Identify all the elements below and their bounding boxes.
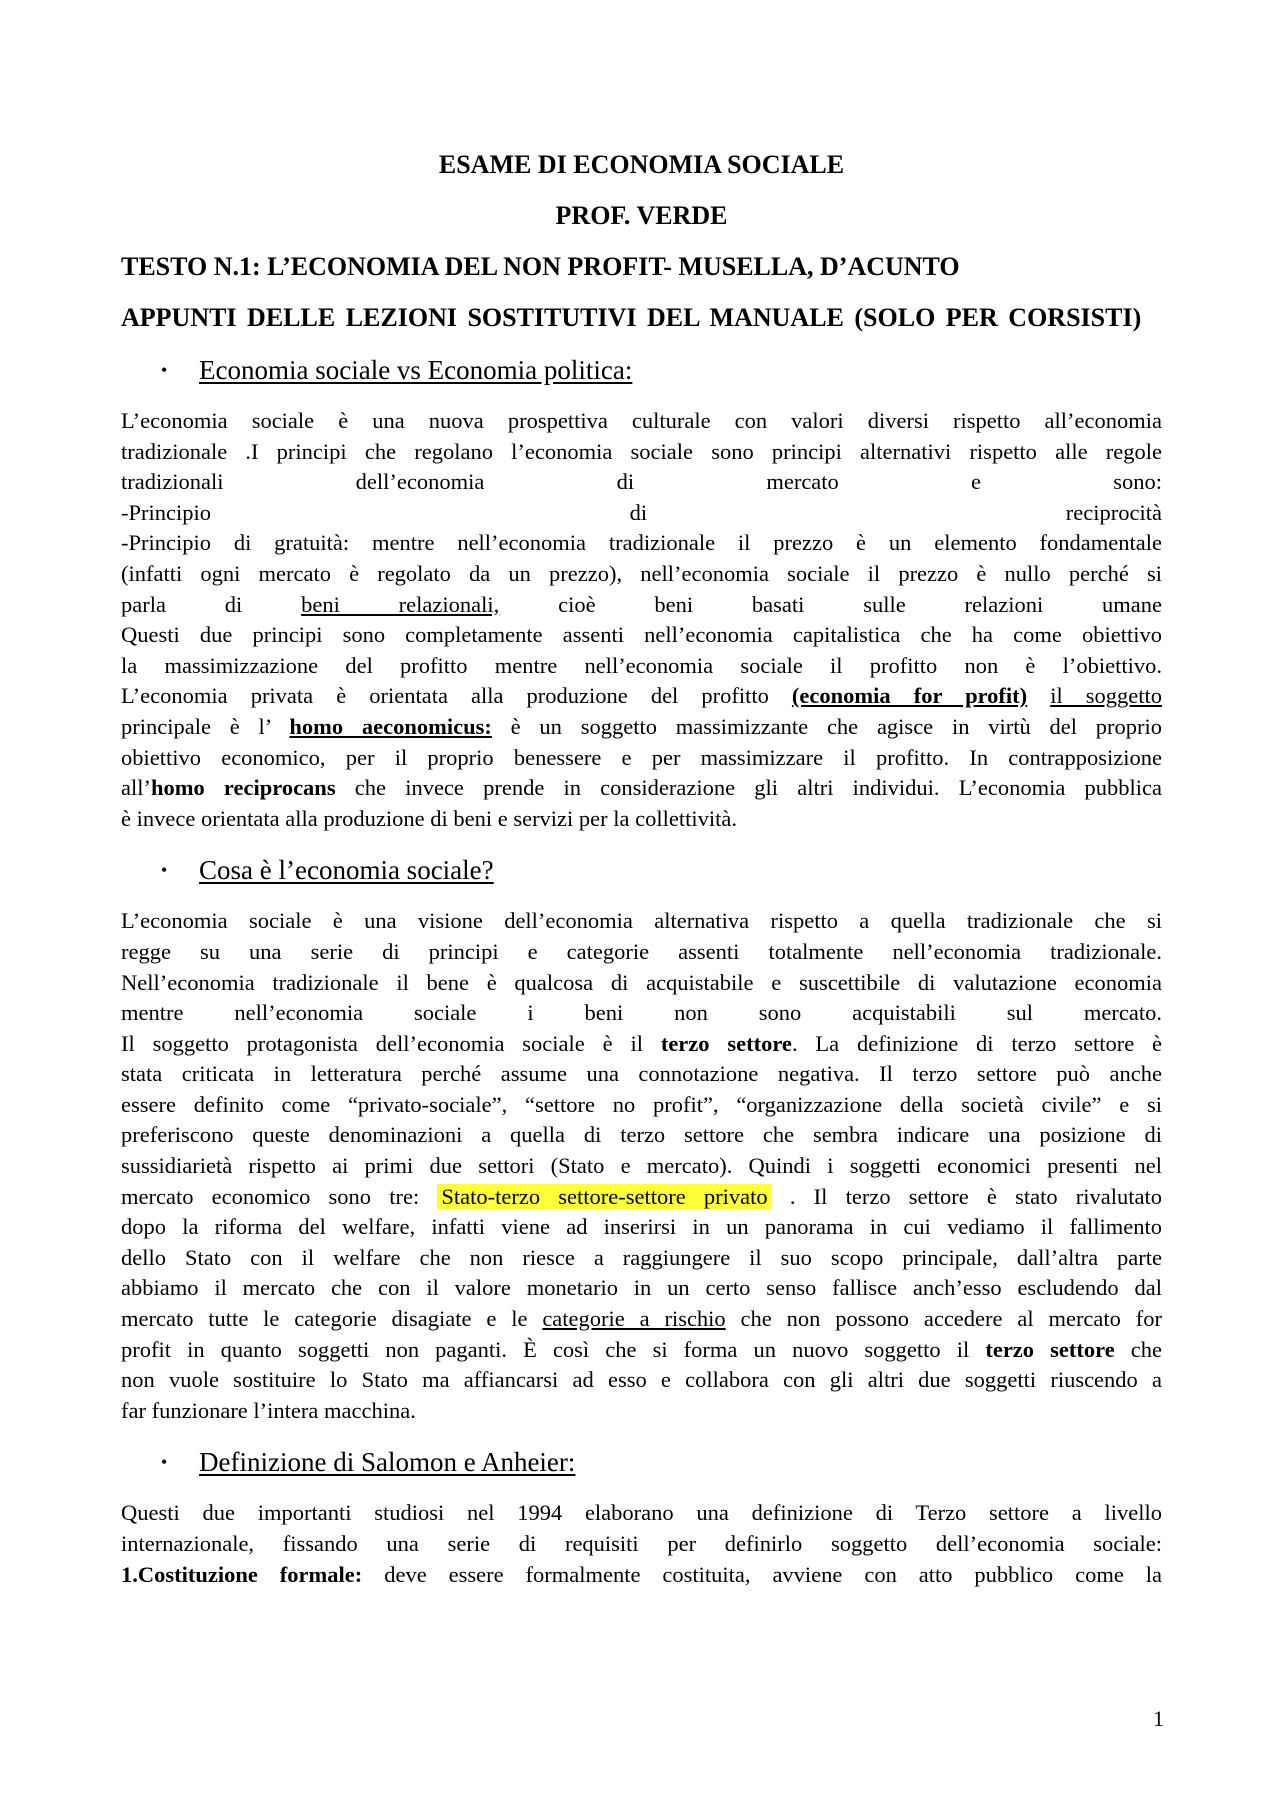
text-line: obiettivo economico, per il proprio benessere e per massimizzare il profitto. In contrapposizione <box>121 744 1162 770</box>
text-fragment: profit in quanto soggetti non paganti. È così che si forma un nuovo soggetto il <box>121 1336 970 1362</box>
text-line: mentre nell’economia sociale i beni non sono acquistabili sul mercato. <box>121 1000 1162 1026</box>
text-fragment: . Il terzo settore è stato rivalutato <box>789 1183 1162 1209</box>
terzo-settore-term: terzo settore <box>660 1030 792 1056</box>
text-line: abbiamo il mercato che con il valore monetario in un certo senso fallisce anch’esso escludendo dal <box>121 1275 1162 1301</box>
document-title: ESAME DI ECONOMIA SOCIALE <box>438 150 845 179</box>
text-fragment: mercato tutte le categorie disagiate e le <box>121 1306 528 1332</box>
text-line <box>121 1182 1162 1213</box>
text-fragment: è un soggetto massimizzante che agisce in virtù del proprio <box>510 713 1162 739</box>
bullet-icon: • <box>161 360 168 380</box>
text-fragment: parla di <box>121 591 243 617</box>
text-line <box>121 712 1162 743</box>
text-line: dello Stato con il welfare che non riesce a raggiungere il suo scopo principale, dall’altra parte <box>121 1244 1162 1270</box>
text-line: L’economia sociale è una nuova prospettiva culturale con valori diversi rispetto all’economia <box>121 408 1162 433</box>
paragraph-section-3 <box>121 1498 1162 1590</box>
text-line: non vuole sostituire lo Stato ma affiancarsi ad esso e collabora con gli altri due soggetti riuscendo a <box>121 1367 1162 1393</box>
text-line <box>121 773 1162 804</box>
text-line: dopo la riforma del welfare, infatti viene ad inserirsi in un panorama in cui vediamo il fallimento <box>121 1214 1162 1240</box>
text-line: Questi due principi sono completamente assenti nell’economia capitalistica che ha come obiettivo <box>121 622 1162 648</box>
text-line: tradizionale .I principi che regolano l’economia sociale sono principi alternativi rispetto alle regole <box>121 438 1162 464</box>
text-line: Questi due importanti studiosi nel 1994 elaborano una definizione di Terzo settore a livello <box>121 1500 1162 1526</box>
paragraph-section-2 <box>121 906 1162 1426</box>
text-fragment: mercato economico sono tre: <box>121 1183 420 1209</box>
text-line: tradizionali dell’economia di mercato e sono: <box>121 469 1162 495</box>
section-heading-text: Cosa è l’economia sociale? <box>199 855 494 886</box>
text-line: (infatti ogni mercato è regolato da un prezzo), nell’economia sociale il prezzo è nullo perché si <box>121 560 1162 586</box>
highlighted-three-sectors: Stato-terzo settore-settore privato <box>437 1184 771 1209</box>
text-line: L’economia sociale è una visione dell’economia alternativa rispetto a quella tradizionale che si <box>121 908 1162 934</box>
text-fragment: deve essere formalmente costituita, avviene con atto pubblico come la <box>384 1561 1163 1587</box>
text-fragment: il soggetto <box>1050 683 1163 709</box>
homo-reciprocans-term: homo reciprocans <box>150 775 336 801</box>
text-line: preferiscono queste denominazioni a quella di terzo settore che sembra indicare una posizione di <box>121 1122 1162 1148</box>
text-fragment: L’economia privata è orientata alla produzione del profitto <box>121 683 769 709</box>
text-line: sussidiarietà rispetto ai primi due settori (Stato e mercato). Quindi i soggetti economici presenti nel <box>121 1153 1162 1179</box>
text-line: essere definito come “privato-sociale”, “settore no profit”, “organizzazione della società civile” e si <box>121 1091 1162 1117</box>
text-line: internazionale, fissando una serie di requisiti per definirlo soggetto dell’economia sociale: <box>121 1531 1162 1556</box>
text-fragment: che invece prende in considerazione gli altri individui. L’economia pubblica <box>354 775 1163 801</box>
text-line <box>121 1304 1162 1335</box>
text-line: Nell’economia tradizionale il bene è qualcosa di acquistabile e suscettibile di valutazione economia <box>121 969 1162 995</box>
section-heading-salomon-anheier <box>121 1444 1162 1480</box>
section-heading-cosa-e-economia-sociale <box>121 852 1162 888</box>
text-line: -Principio di reciprocità <box>121 499 1162 525</box>
categorie-a-rischio-term: categorie a rischio <box>542 1306 726 1332</box>
costituzione-formale-term: 1.Costituzione formale: <box>121 1561 363 1587</box>
text-line <box>121 1560 1162 1591</box>
text-line: stata criticata in letteratura perché assume una connotazione negativa. Il terzo settore può anche <box>121 1061 1162 1087</box>
text-fragment: principale è l’ <box>121 713 271 739</box>
text-fragment: che <box>1130 1336 1163 1362</box>
text-fragment: Il soggetto protagonista dell’economia sociale è il <box>121 1030 643 1056</box>
text-line <box>121 681 1162 712</box>
terzo-settore-term: terzo settore <box>985 1336 1115 1362</box>
text-line: regge su una serie di principi e categorie assenti totalmente nell’economia tradizionale. <box>121 938 1162 964</box>
text-line: la massimizzazione del profitto mentre nell’economia sociale il profitto non è l’obiettivo. <box>121 652 1162 678</box>
text-line <box>121 1335 1162 1366</box>
text-fragment: cioè beni basati sulle relazioni umane <box>558 591 1163 617</box>
section-heading-text: Definizione di Salomon e Anheier: <box>199 1447 576 1478</box>
bullet-icon: • <box>161 860 168 881</box>
professor-name: PROF. VERDE <box>555 201 728 230</box>
page-number: 1 <box>1153 1706 1164 1731</box>
section-heading-economia-sociale-vs-politica <box>121 352 1162 388</box>
text-line: è invece orientata alla produzione di beni e servizi per la collettività. <box>121 805 737 831</box>
homo-aeconomicus-term: homo aeconomicus: <box>289 713 492 739</box>
text-line <box>121 590 1162 621</box>
text-fragment: all’ <box>121 775 151 801</box>
bullet-icon: • <box>161 1452 168 1473</box>
page-content <box>121 148 1162 1608</box>
beni-relazionali-term: beni relazionali, <box>301 591 500 617</box>
text-title: TESTO N.1: L’ECONOMIA DEL NON PROFIT- MUSELLA, D’ACUNTO <box>121 252 960 281</box>
text-fragment: che non possono accedere al mercato for <box>740 1306 1162 1332</box>
section-heading-text: Economia sociale vs Economia politica: <box>199 355 633 385</box>
text-line: -Principio di gratuità: mentre nell’economia tradizionale il prezzo è un elemento fondamentale <box>121 530 1162 556</box>
economia-for-profit-term: (economia for profit) <box>791 683 1028 709</box>
paragraph-section-1 <box>121 406 1162 834</box>
text-fragment: . La definizione di terzo settore è <box>791 1030 1163 1056</box>
notes-title: APPUNTI DELLE LEZIONI SOSTITUTIVI DEL MANUALE (SOLO PER CORSISTI) <box>121 303 1142 332</box>
text-line: far funzionare l’intera macchina. <box>121 1397 416 1423</box>
text-line <box>121 1029 1162 1060</box>
